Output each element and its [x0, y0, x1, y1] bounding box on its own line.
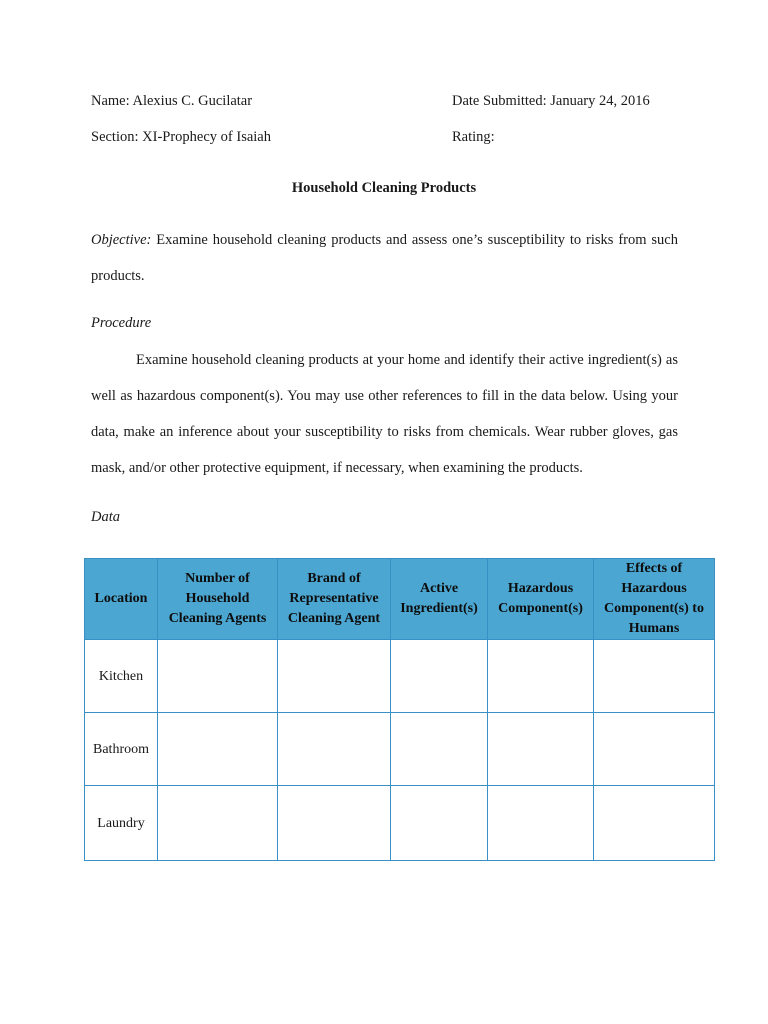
- table-cell[interactable]: [391, 786, 488, 861]
- column-header-number-of-agents: Number of Household Cleaning Agents: [158, 559, 278, 640]
- location-cell: Kitchen: [85, 640, 158, 713]
- table-cell[interactable]: [278, 640, 391, 713]
- column-header-active-ingredients: Active Ingredient(s): [391, 559, 488, 640]
- column-header-brand: Brand of Representative Cleaning Agent: [278, 559, 391, 640]
- header-row-1: [91, 93, 691, 113]
- document-title: Household Cleaning Products: [291, 180, 477, 196]
- column-header-hazardous-components: Hazardous Component(s): [488, 559, 594, 640]
- table-cell[interactable]: [278, 713, 391, 786]
- objective-paragraph: [91, 222, 678, 294]
- table-cell[interactable]: [594, 713, 715, 786]
- table-cell[interactable]: [158, 713, 278, 786]
- table-row: [85, 786, 715, 861]
- table-cell[interactable]: [488, 713, 594, 786]
- objective-text: Examine household cleaning products and assess one’s susceptibility to risks from such products.: [91, 232, 678, 284]
- table-cell[interactable]: [488, 640, 594, 713]
- procedure-heading: Procedure: [91, 315, 152, 331]
- data-heading: Data: [91, 509, 120, 525]
- table-cell[interactable]: [391, 713, 488, 786]
- table-cell[interactable]: [391, 640, 488, 713]
- table-cell[interactable]: [594, 786, 715, 861]
- objective-label: Objective:: [91, 232, 152, 248]
- table-header-row: [85, 559, 715, 640]
- column-header-location: Location: [85, 559, 158, 640]
- table-row: [85, 713, 715, 786]
- table-cell[interactable]: [158, 640, 278, 713]
- table-cell[interactable]: [488, 786, 594, 861]
- location-cell: Laundry: [85, 786, 158, 861]
- section-label: Section: XI-Prophecy of Isaiah: [91, 129, 271, 145]
- table-cell[interactable]: [278, 786, 391, 861]
- table-cell[interactable]: [594, 640, 715, 713]
- date-submitted: Date Submitted: January 24, 2016: [452, 93, 650, 109]
- header-row-2: [91, 129, 691, 149]
- table-row: [85, 640, 715, 713]
- student-name: Name: Alexius C. Gucilatar: [91, 93, 253, 109]
- location-cell: Bathroom: [85, 713, 158, 786]
- column-header-effects: Effects of Hazardous Component(s) to Humans: [594, 559, 715, 640]
- data-table: [84, 558, 715, 861]
- procedure-paragraph: Examine household cleaning products at your home and identify their active ingredient(s) as well as hazardous component(s). You may use other references to fill in the data below. Using your data, make an inference about your susceptibility to risks from chemicals. Wear rubber gloves, gas mask, and/or other protective equipment, if necessary, when examining the products.: [91, 352, 678, 476]
- rating-label: Rating:: [452, 129, 495, 145]
- table-cell[interactable]: [158, 786, 278, 861]
